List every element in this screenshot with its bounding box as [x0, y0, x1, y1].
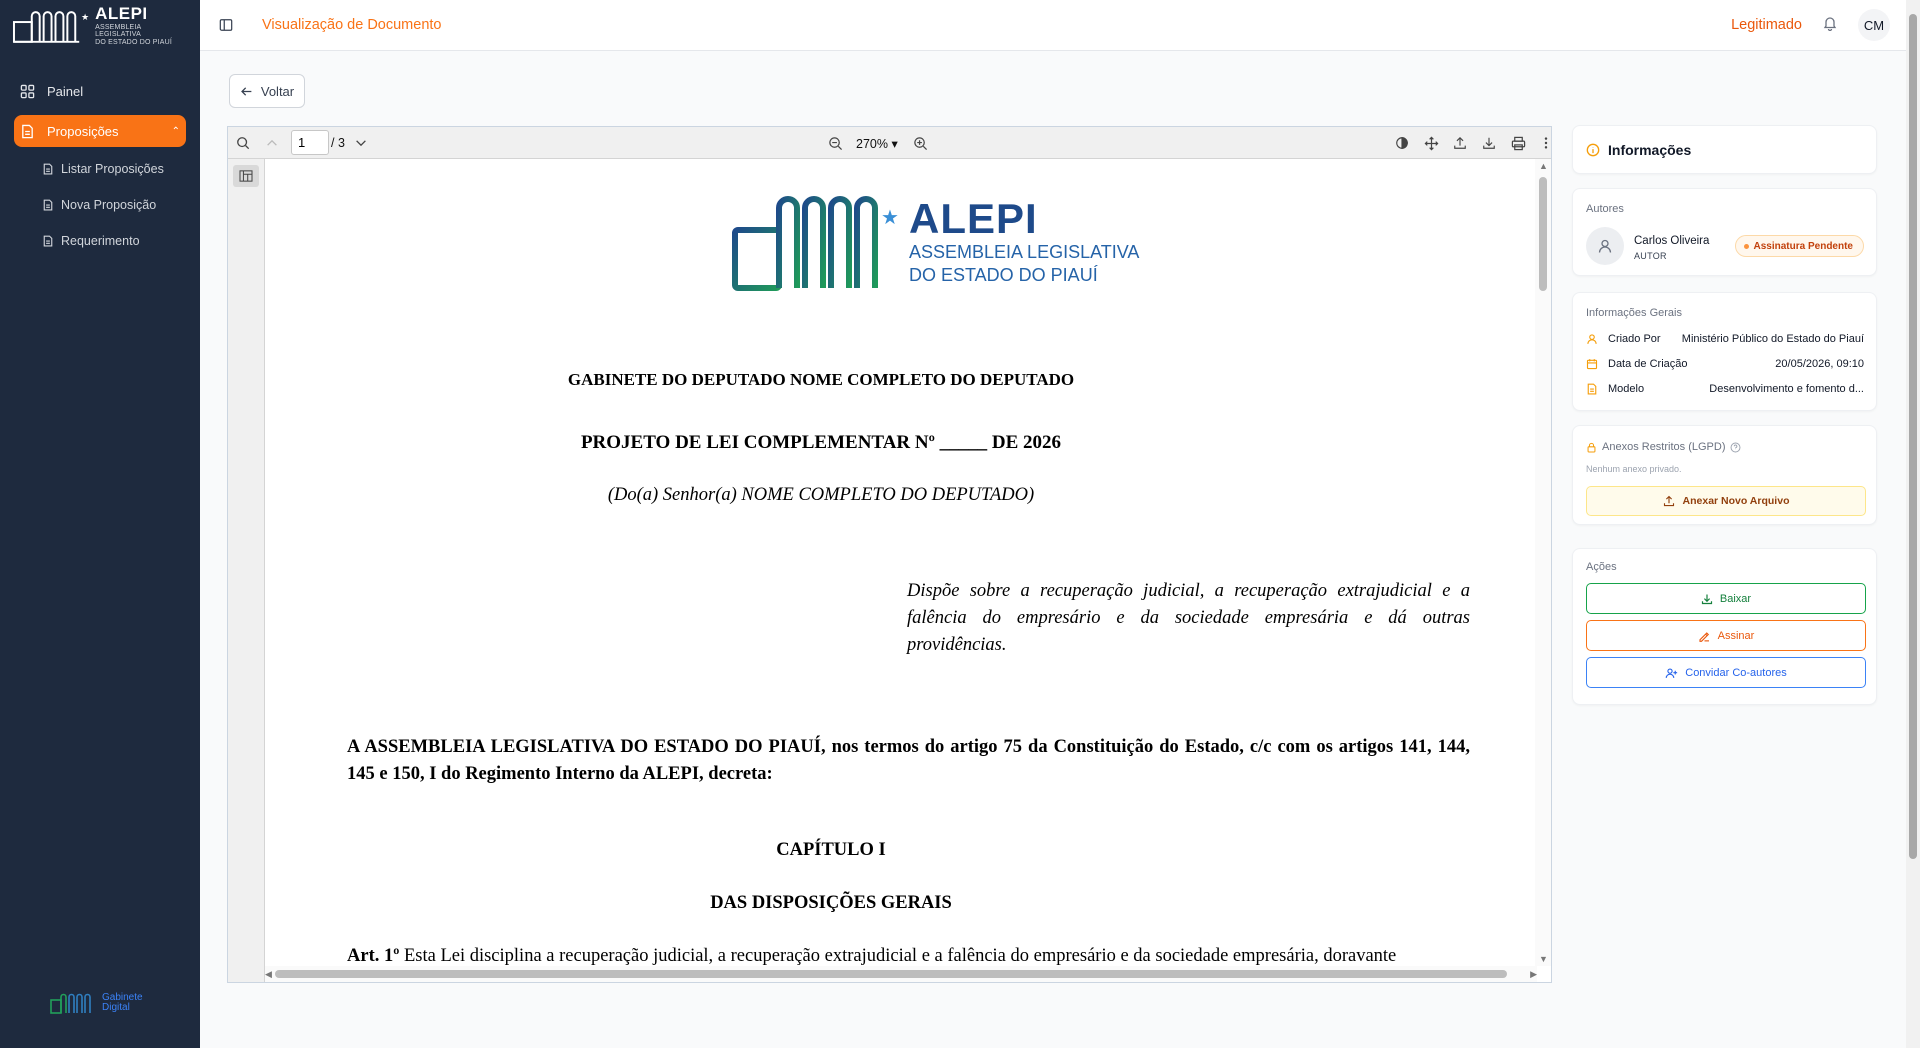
- pdf-toolbar: [228, 127, 1551, 159]
- download-button-label: Baixar: [1719, 592, 1752, 605]
- sidebar-subitem-requerimento[interactable]: [42, 227, 186, 255]
- download-icon: [1701, 593, 1713, 605]
- chevron-up-icon: [265, 136, 279, 150]
- article-label: Art. 1º: [347, 946, 400, 966]
- info-panel-title: Informações: [1608, 141, 1692, 158]
- gabinete-logo-icon: [50, 992, 98, 1014]
- general-info-card: [1572, 292, 1877, 411]
- author-name: Carlos Oliveira: [1634, 235, 1710, 247]
- thumbnails-icon: [239, 170, 253, 182]
- pdf-side-rail: [228, 159, 265, 982]
- sidebar-item-painel[interactable]: [14, 75, 186, 107]
- attachments-header: [1586, 441, 1741, 453]
- attachments-empty-text: Nenhum anexo privado.: [1586, 464, 1682, 474]
- pdf-vertical-scroll-thumb[interactable]: [1539, 177, 1547, 291]
- pdf-page-total: / 3: [331, 136, 345, 150]
- pdf-page-input[interactable]: [291, 130, 329, 155]
- svg-text:★: ★: [881, 205, 899, 229]
- user-icon: [1597, 238, 1613, 254]
- sidebar-nav: [0, 51, 200, 255]
- info-icon: [1586, 143, 1600, 157]
- page-title: Visualização de Documento: [262, 17, 442, 33]
- sidebar-subitem-label: Listar Proposições: [61, 162, 164, 176]
- user-icon: [1586, 332, 1600, 346]
- actions-label: Ações: [1586, 561, 1617, 573]
- restricted-attachments-card: [1572, 425, 1877, 525]
- alepi-document-logo-icon: [731, 194, 903, 294]
- sidebar-subitem-label: Requerimento: [61, 234, 140, 248]
- brand-subtitle-1: ASSEMBLEIA LEGISLATIVA: [95, 24, 142, 38]
- sidebar-item-label: Painel: [47, 83, 84, 99]
- contrast-icon: [1395, 136, 1409, 150]
- authors-card: [1572, 188, 1877, 276]
- document-logo: [731, 194, 1139, 294]
- calendar-icon: [1586, 357, 1600, 371]
- info-row-model: [1586, 381, 1864, 397]
- gabinete-digital-logo: [50, 992, 143, 1014]
- file-icon: [1586, 382, 1600, 396]
- document-logo-text: [909, 194, 1139, 286]
- pdf-upload-button[interactable]: [1450, 133, 1470, 153]
- signature-icon: [1698, 630, 1711, 642]
- document-logo-title: ALEPI: [909, 195, 1038, 242]
- info-row-created-by: [1586, 331, 1864, 347]
- document-author-line: (Do(a) Senhor(a) NOME COMPLETO DO DEPUTADO): [607, 485, 1035, 505]
- zoom-out-icon: [828, 136, 843, 151]
- invite-coauthors-button[interactable]: [1586, 657, 1866, 688]
- scroll-down-arrow-icon[interactable]: ▼: [1539, 954, 1548, 964]
- sign-button-label: Assinar: [1717, 629, 1755, 642]
- signature-status-badge: [1735, 235, 1864, 257]
- invite-coauthors-label: Convidar Co-autores: [1685, 666, 1787, 679]
- alepi-logo-icon: [12, 8, 91, 44]
- status-dot-icon: [1744, 244, 1749, 249]
- document-ementa: Dispõe sobre a recuperação judicial, a recuperação extrajudicial e a falência do empresário e da sociedade empresária e dá outras providências.: [907, 581, 1470, 655]
- sidebar-item-label: Proposições: [47, 123, 119, 139]
- brand-title: ALEPI: [95, 4, 148, 23]
- help-circle-icon[interactable]: [1730, 442, 1741, 453]
- sidebar-subitem-nova[interactable]: [42, 191, 186, 219]
- signature-status-label: Assinatura Pendente: [1753, 240, 1853, 252]
- pdf-pan-button[interactable]: [1421, 133, 1441, 153]
- document-article-1: [347, 946, 1470, 966]
- scroll-right-arrow-icon[interactable]: ▶: [1530, 969, 1537, 979]
- upload-icon: [1453, 136, 1467, 150]
- attach-file-label: Anexar Novo Arquivo: [1682, 495, 1790, 507]
- arrow-left-icon: [240, 85, 253, 98]
- pdf-search-button[interactable]: [233, 133, 253, 153]
- document-logo-sub2: DO ESTADO DO PIAUÍ: [909, 265, 1098, 285]
- info-row-created-at: [1586, 356, 1864, 372]
- user-avatar[interactable]: CM: [1858, 9, 1890, 41]
- pdf-zoom-out-button[interactable]: [825, 133, 845, 153]
- pdf-horizontal-scrollbar[interactable]: [265, 966, 1537, 982]
- document-icon: [20, 124, 35, 139]
- sidebar-subitem-label: Nova Proposição: [61, 198, 157, 212]
- sidebar-item-proposicoes[interactable]: [14, 115, 186, 147]
- article-text: Esta Lei disciplina a recuperação judicial, a recuperação extrajudicial e a falência do empresário e da sociedade empresária, doravante: [399, 946, 1397, 966]
- info-row-value: Ministério Público do Estado do Piauí: [1681, 333, 1864, 345]
- actions-card: [1572, 548, 1877, 705]
- lock-icon: [1586, 442, 1597, 453]
- pdf-theme-button[interactable]: [1392, 133, 1412, 153]
- chevron-down-icon: [354, 136, 368, 150]
- pdf-zoom-in-button[interactable]: [910, 133, 930, 153]
- zoom-in-icon: [913, 136, 928, 151]
- user-plus-icon: [1665, 667, 1678, 679]
- scroll-left-arrow-icon[interactable]: ◀: [265, 969, 272, 979]
- attachments-label: Anexos Restritos (LGPD): [1602, 441, 1726, 453]
- general-info-label: Informações Gerais: [1586, 307, 1682, 319]
- pdf-print-button[interactable]: [1508, 133, 1528, 153]
- move-icon: [1424, 136, 1439, 151]
- chevron-up-icon: ⌃: [171, 125, 180, 137]
- document-logo-sub1: ASSEMBLEIA LEGISLATIVA: [909, 242, 1140, 262]
- pdf-horizontal-scroll-thumb[interactable]: [275, 970, 1507, 978]
- back-button[interactable]: [229, 74, 305, 108]
- sidebar-subitem-listar[interactable]: [42, 155, 186, 183]
- page-scrollbar[interactable]: [1906, 0, 1920, 1048]
- pdf-download-button[interactable]: [1479, 133, 1499, 153]
- pdf-thumbnails-toggle[interactable]: [233, 165, 259, 187]
- more-vertical-icon: [1539, 136, 1553, 150]
- document-chapter-title: DAS DISPOSIÇÕES GERAIS: [710, 893, 952, 913]
- brand-text: [95, 5, 188, 46]
- file-list-icon: [42, 163, 54, 175]
- info-panel-header: [1572, 125, 1877, 174]
- file-list-icon: [42, 235, 54, 247]
- pdf-viewer: [227, 126, 1552, 983]
- sidebar-toggle-button[interactable]: [216, 15, 236, 35]
- upload-icon: [1663, 495, 1675, 507]
- authors-label: Autores: [1586, 203, 1624, 215]
- dashboard-icon: [20, 84, 35, 99]
- pdf-vertical-scrollbar[interactable]: [1535, 159, 1551, 966]
- attach-file-button[interactable]: [1586, 486, 1866, 516]
- document-project-title: PROJETO DE LEI COMPLEMENTAR Nº _____ DE 2026: [580, 432, 1062, 453]
- brand-logo[interactable]: [0, 0, 200, 51]
- document-gabinete: GABINETE DO DEPUTADO NOME COMPLETO DO DEPUTADO: [567, 370, 1075, 389]
- footer-logo-line2: Digital: [102, 1002, 130, 1013]
- pdf-page-content: [266, 160, 1536, 966]
- sign-button[interactable]: [1586, 620, 1866, 651]
- info-row-label: Criado Por: [1608, 333, 1661, 345]
- user-status-link[interactable]: Legitimado: [1731, 17, 1802, 33]
- svg-text:★: ★: [81, 12, 90, 23]
- pdf-more-button[interactable]: [1536, 133, 1556, 153]
- page-scroll-thumb[interactable]: [1909, 14, 1917, 859]
- search-icon: [236, 136, 250, 150]
- pdf-next-page-button[interactable]: [351, 133, 371, 153]
- info-row-value: Desenvolvimento e fomento d...: [1709, 383, 1864, 395]
- author-avatar: [1586, 227, 1624, 265]
- top-header: [200, 0, 1906, 51]
- download-button[interactable]: [1586, 583, 1866, 614]
- document-chapter: CAPÍTULO I: [776, 840, 886, 860]
- file-list-icon: [42, 199, 54, 211]
- sidebar: [0, 0, 200, 1048]
- document-preamble: A ASSEMBLEIA LEGISLATIVA DO ESTADO DO PIAUÍ, nos termos do artigo 75 da Constituição do Estado, c/c com os artigos 141, 144, 145 e 150, I do Regimento Interno da ALEPI, decreta:: [347, 737, 1470, 784]
- printer-icon: [1511, 136, 1526, 151]
- panel-left-icon: [219, 18, 233, 32]
- brand-subtitle-2: DO ESTADO DO PIAUÍ: [95, 39, 173, 46]
- bell-icon: [1822, 15, 1838, 31]
- scroll-up-arrow-icon[interactable]: ▲: [1539, 161, 1548, 171]
- info-row-label: Data de Criação: [1608, 358, 1688, 370]
- info-row-label: Modelo: [1608, 383, 1645, 395]
- info-row-value: 20/05/2026, 09:10: [1775, 358, 1864, 370]
- download-icon: [1482, 136, 1496, 150]
- pdf-prev-page-button[interactable]: [262, 133, 282, 153]
- footer-logo-line1: Gabinete: [102, 992, 143, 1003]
- author-role: AUTOR: [1634, 251, 1667, 261]
- back-button-label: Voltar: [260, 83, 295, 99]
- notifications-button[interactable]: [1822, 15, 1838, 36]
- pdf-zoom-select[interactable]: 270% ▾: [856, 137, 898, 151]
